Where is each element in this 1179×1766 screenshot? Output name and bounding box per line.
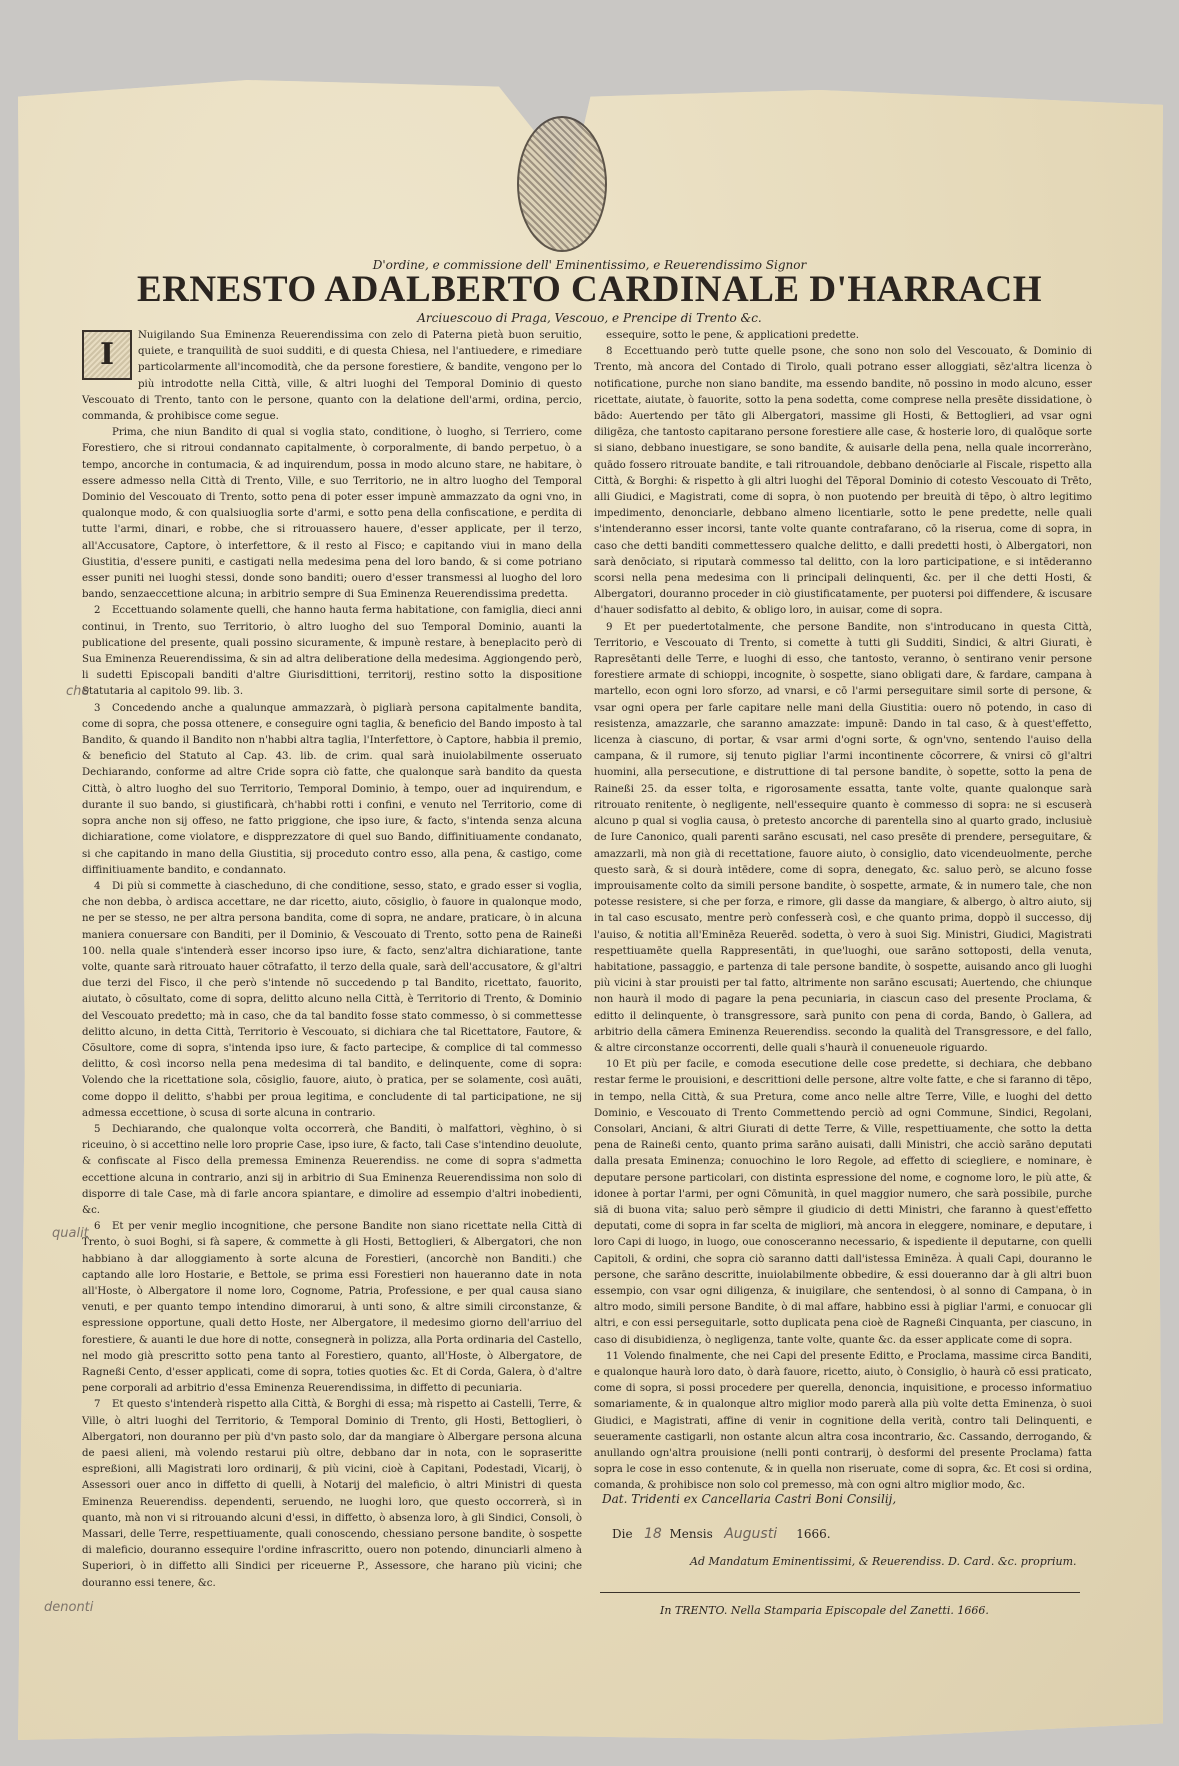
paragraph-6 <box>82 1219 582 1397</box>
paragraph-number: 2 <box>94 605 101 617</box>
imprint-divider <box>600 1592 1080 1593</box>
paragraph-text: Et per venir meglio incognitione, che persone Bandite non siano ricettate nella Città di Trento, ò suoi Boghi, si fà sapere, & commette à gli Hosti, Bettoglieri, & Albergatori, che non habbiano à dar alloggiamento à sorte alcuna de Forestieri, (ancorchè non Banditi.) che captando alle loro Hostarie, e Bettole, se prima essi Forestieri non haueranno date in nota all'Hoste, ò Albergatore il nome loro, Cognome, Patria, Professione, e per qual causa siano venuti, e per quanto tempo intendino dimorarui, à unti sono, & altre simili circonstanze, & espressione opportune, quali detto Hoste, ner Albergatore, il medesimo giorno dell'arriuo del forestiere, & auanti le due hore di notte, consegnerà in polizza, alla Porta ordinaria del Castello, nel modo già prescritto sotto pena tanto al Forestiero, quanto, all'Hoste, ò Albergatore, de Ragneßi Cento, d'esser applicati, come di sopra, toties quoties &c. Et di Corda, Galera, ò d'altre pene corporali ad arbitrio d'essa Eminenza Reuerendissima, in diffetto di pecuniaria. <box>82 1221 582 1395</box>
paragraph-number: 9 <box>606 621 613 633</box>
month-handwritten: Augusti <box>724 1526 778 1542</box>
mandatum-line: Ad Mandatum Eminentissimi, & Reuerendiss. D. Card. &c. proprium. <box>690 1555 1077 1568</box>
paragraph-text: Concedendo anche a qualunque ammazzarà, ò pigliarà persona capitalmente bandita, come di sopra, che possa ottenere, e conseguire ogni taglia, & beneficio del Bando imposto à tal Bandito, & quando il Bandito non n'habbi altra taglia, l'Interfettore, ò Captore, habbia il premio, & beneficio del Statuto al Cap. 43. lib. de crim. qual sarà inuiolabilmente osseruato Dechiarando, conforme ad altre Cride sopra ciò fatte, che qualonque sarà bandito da questa Città, ò altro luogho del suo Territorio, Temporal Dominio, à tempo, ouer ad inquirendum, e durante il suo bando, si giustificarà, ch'habbi rotti i confini, e venuto nel Territorio, come di sopra anche non sij offeso, ne fatto priggione, che ipso iure, & facto, s'intenda senza alcuna dichiaratione, come violatore, e dispprezzatore di quel suo Bando, diffinitiuamente condanato, si che capitando in mano della Giustitia, sij proceduto contro esso, alla pena, & castigo, come diffinitiuamente bandito, e condannato. <box>82 702 582 876</box>
paragraph-3 <box>82 701 582 879</box>
paragraph-1 <box>82 425 582 603</box>
paragraph-8 <box>594 344 1092 619</box>
order-line: D'ordine, e commissione dell' Eminentissimo, e Reuerendissimo Signor <box>372 258 807 272</box>
paragraph-5 <box>82 1122 582 1219</box>
paragraph-number: 6 <box>94 1221 101 1233</box>
day-handwritten: 18 <box>644 1526 662 1542</box>
paragraph-text: Volendo finalmente, che nei Capi del presente Editto, e Proclama, massime circa Banditi, e qualonque haurà loro dato, ò darà fauore, ricetto, aiuto, ò Consiglio, ò haurà cō essi praticato, come di sopra, si possi procedere per querella, denoncia, inquisitione, e processo informatiuo somariamente, & in qualonque altro miglior modo parerà alla più volte detta Eminenza, ò suoi Giudici, e Magistrati, affine di venir in cognitione della verità, contro tali Delinquenti, e seueramente castigarli, non ostante alcun altra cosa incontrario, &c. Cassando, derrogando, & anullando ogn'altra prouisione (nelli ponti contrarij, ò desformi del presente Proclama) fatta sopra le cose in esso contenute, & in quella non riseruate, come di sopra, &c. Et cosi si ordina, comanda, & prohibisce non solo col premesso, mà con ogni altro miglior modo, &c. <box>594 1350 1092 1492</box>
printer-imprint: In TRENTO. Nella Stamparia Episcopale del Zanetti. 1666. <box>660 1604 989 1617</box>
year: 1666. <box>796 1527 831 1541</box>
proclamation-subtitle: Arciuescouo di Praga, Vescouo, e Prencipe di Trento &c. <box>417 311 762 325</box>
day-month-line <box>612 1526 831 1542</box>
paragraph-text: Et questo s'intenderà rispetto alla Città, & Borghi di essa; mà rispetto ai Castelli, Terre, & Ville, ò altri luoghi del Territorio, & Temporal Dominio di Trento, gli Hosti, Bettoglieri, ò Albergatori, non douranno per più d'vn pasto solo, dar da mangiare ò Albergare persona alcuna de paesi alieni, mà volendo restarui più oltre, debbano dar in nota, con le sopraseritte espreßioni, alli Magistrati loro ordinarij, & più vicini, cioè à Capitani, Podestadi, Vicarij, ò Assessori ouer anco in diffetto di quelli, à Notarij del maleficio, ò altri Ministri di questa Eminenza Reuerendiss. dependenti, seruendo, ne luoghi loro, que questo occorrerà, sì in quanto, mà non vi si ritrouando alcuni d'essi, in diffetto, ò absenza loro, à gli Sindici, Consoli, ò Massari, delle Terre, respettiuamente, quali conoscendo, chessiano persone bandite, ò sospette di maleficio, douranno essequire l'ordine infrascritto, ouero non potendo, dinunciarli almeno à Superiori, ò in diffetto alli Sindici per riceuerne P., Assessore, che harano più vicini; che douranno essi tenere, &c. <box>82 1399 582 1589</box>
paragraph-text: Et per puedertotalmente, che persone Bandite, non s'introducano in questa Città, Territorio, e Vescouato di Trento, si comette à tutti gli Sudditi, Sindici, & altri Giurati, è Rapresētanti delle Terre, e luoghi di esso, che tantosto, veranno, ò sentirano venir persone forestiere armate di schioppi, incognite, ò sospette, siano obligati dare, & fardare, campana à martello, econ ogni loro sforzo, ad vnarsi, e cō l'armi perseguitare simil sorte di persone, & vsar ogni opera per farle capitare nelle mani della Giustitia: ouero nō potendo, in caso di resistenza, amazzarle, che saranno amazzate: impunē: Dando in tal caso, & à quest'effetto, licenza à ciascuno, di portar, & vsar armi d'ogni sorte, & ogn'vno, sentendo l'auiso della campana, & il rumore, sij tenuto pigliar l'armi incontinente cōcorrere, & vnirsi cō gl'altri huomini, alla persecutione, e distruttione di tal persone bandite, ò sopette, sotto la pena de Raineßi 25. da esser tolta, e rigorosamente essatta, tante volte, quante qualonque sarà ritrouato renitente, ò negligente, nell'essequire quanto è commesso di sopra: ne si escuserà alcuno p qual si voglia causa, ò pretesto ancorche di parentella sino al quarto grado, inclusiuè de Iure Canonico, quali parenti sarāno escusati, nel caso presēte di prendere, perseguitare, & amazzarli, mà non già di recettatione, fauore aiuto, ò consiglio, dato vicendeuolmente, perche questo sarà, & si dourà intēdere, come di sopra, denegato, &c. saluo però, se alcuno fosse improuisamente colto da simili persone bandite, ò sospette, armate, & in numero tale, che non potesse resistere, si che per forza, e rimore, gli dasse da mangiare, & albergo, ò altro aiuto, sij in tal caso escusato, mentre però confesserà così, e che quanto prima, doppò il successo, dij l'auiso, & notitia all'Eminēza Reuerēd. sodetta, ò vero à suoi Sig. Ministri, Giudici, Magistrati respettiuamēte quella Rappresentāti, in que'luoghi, oue sarāno sottoposti, della venuta, habitatione, passaggio, e partenza di tale persone bandite, ò sospette, auisando anco gli luoghi più vicini à star prouisti per tal fatto, altrimente non sarāno escusati; Auertendo, che chiunque non haurà il modo di pagare la pena pecuniaria, in ciascun caso del presente Proclama, & editto il delinquente, ò transgressore, sarà punito con pena di corda, Bando, ò Gallera, ad arbitrio della cāmera Eminenza Reuerendiss. secondo la qualità del Transgressore, e del fallo, & altre circonstanze occorrenti, delle quali s'haurà il conueneuole riguardo. <box>594 621 1092 1054</box>
die-label: Die <box>612 1527 633 1541</box>
episcopal-seal-icon <box>517 116 607 252</box>
proclamation-title: ERNESTO ADALBERTO CARDINALE D'HARRACH <box>136 269 1043 310</box>
paragraph-10 <box>594 1057 1092 1349</box>
paragraph-11 <box>594 1349 1092 1495</box>
margin-note-qualit: qualit <box>52 1226 89 1241</box>
intro-paragraph <box>82 328 582 425</box>
decorated-initial: I <box>82 330 132 380</box>
paragraph-number: 3 <box>94 702 101 714</box>
paragraph-2 <box>82 603 582 700</box>
paragraph-text: Eccettuando però tutte quelle psone, che sono non solo del Vescouato, & Dominio di Trento, mà ancora del Contado di Tirolo, quali potrano esser alloggiati, sēz'altra licenza ò notificatione, purche non siano bandite, ma essendo bandite, nō possino in modo alcuno, esser ricettate, aiutate, ò fauorite, sotto la pena sodetta, come comprese nella presēte dissidatione, ò bādo: Auertendo per tāto gli Albergatori, massime gli Hosti, & Bettoglieri, ad vsar ogni diligēza, che tantosto capitarano persone forestiere alle case, & hosterie loro, di qualōque sorte si siano, debbano inuestigare, se sono bandite, & auisarle della pena, nella quale incorreràno, quādo fossero ritrouate bandite, e tali ritrouandole, debbano denōciarle al Fiscale, rispetto alla Città, & Borghi: & rispetto à gli altri luoghi del Tēporal Dominio di cotesto Vescouato di Trēto, alli Giudici, e Magistrati, come di sopra, ò non puotendo per breuità di tēpo, ò altro legitimo impedimento, denonciarle, debbano almeno licentiarle, sotto le pene predette, nelle quali s'intenderanno esser incorsi, tante volte quante contrafarano, cō la riserua, come di sopra, in caso che detti banditi commettessero qualche delitto, e dalli predetti hosti, ò Albergatori, non sarà denōciato, si riputarà commesso tal delitto, con la loro participatione, e si intēderanno scorsi nella pena medesima con li principali delinquenti, &c. per il che detti Hosti, & Albergatori, douranno proceder in ciò giustificatamente, per puotersi poi diffendere, & iscusare d'hauer sodisfatto al debito, & obligo loro, in auisar, come di sopra. <box>594 346 1092 617</box>
margin-note-che: che <box>66 684 90 699</box>
left-column <box>82 328 582 1618</box>
paragraph-number: 4 <box>94 880 101 892</box>
paragraph-number: 5 <box>94 1123 101 1135</box>
paragraph-text: Et più per facile, e comoda esecutione delle cose predette, si dechiara, che debbano restar ferme le prouisioni, e descrittioni delle persone, altre volte fatte, e che si faranno di tēpo, in tempo, nella Città, & sua Pretura, come anco nelle altre Terre, Ville, e luoghi del detto Dominio, e Vescouato di Trento Commettendo perciò ad ogni Commune, Sindici, Regolani, Consolari, Anciani, & altri Giurati di dette Terre, & Ville, respettiuamente, che sotto la detta pena de Raineßi cento, quanto prima sarāno auisati, dalli Ministri, che acciò sarāno deputati dalla presata Eminenza; conuochino le loro Regole, ad effetto di sciegliere, e nominare, è deputare persone particolari, con distinta espressione del nome, e cognome loro, le più atte, & idonee à portar l'armi, per ogni Cōmunità, in quel maggior numero, che sarà possibile, purche siā di buona vita; saluo però sēmpre il giudicio di detti Ministri, che faranno à quest'effetto deputati, come di sopra in far scelta de migliori, mà ancora in eleggere, nominare, e deputare, i loro Capi di luogo, in luogo, oue conosceranno necessario, & ispediente il deputarne, con quelli Capitoli, & ordini, che sopra ciò saranno datti dall'istessa Eminēza. À quali Capi, douranno le persone, che sarāno descritte, inuiolabilmente obbedire, & essi doueranno dar à gli altri buon essempio, con vsar ogni diligenza, & inuigilare, che sentendosi, ò al sonno di Campana, ò in altro modo, simili persone Bandite, ò di mal affare, habbino essi à pigliar l'armi, e conuocar gli altri, e con essi perseguitarle, sotto duplicata pena cioè de Ragneßi Cinquanta, per ciascuno, in caso di disubidienza, ò negligenza, tante volte, quante &c. da esser applicate come di sopra. <box>594 1059 1092 1346</box>
paragraph-text: Dechiarando, che qualonque volta occorrerà, che Banditi, ò malfattori, vèghino, ò si riceuino, ò si accettino nelle loro proprie Case, ipso iure, & facto, tali Case s'intendino deuolute, & confiscate al Fisco della premessa Eminenza Reuerendiss. ne come di sopra s'admetta eccettione alcuna in contrario, anzi sij in arbitrio di Sua Eminenza Reuerendissima non solo di disporre di tale Case, mà di farle ancora spiantare, e dimolire ad essempio d'altri inobedienti, &c. <box>82 1123 582 1216</box>
paragraph-9 <box>594 620 1092 1057</box>
margin-note-denonti: denonti <box>44 1600 94 1615</box>
paragraph-4 <box>82 879 582 1122</box>
mensis-label: Mensis <box>669 1527 713 1541</box>
paragraph-number: 11 <box>606 1350 619 1362</box>
carry-over-text: essequire, sotto le pene, & applicationi predette. <box>606 330 859 341</box>
paragraph-text: Di più si commette à ciascheduno, di che conditione, sesso, stato, e grado esser si voglia, che non debba, ò ardisca accettare, ne dar ricetto, aiuto, cõsiglio, ò fauore in qualonque modo, ne per se stesso, ne per altra persona bandita, come di sopra, ne andare, praticare, ò in alcuna maniera conuersare con Banditi, per il Dominio, & Vescouato di Trento, sotto pena de Raineßi 100. nella quale s'intenderà esser incorso ipso iure, & facto, senz'altra dichiaratione, tante volte, quante sarà ritrouato hauer cõtrafatto, il terzo della quale, sarà dell'accusatore, & gl'altri due terzi del Fisco, il che però s'intende nõ succedendo p tal Bandito, ricettato, fauorito, aiutato, ò cõsultato, come di sopra, delitto alcuno nella Città, è Territorio di Trento, & Dominio del Vescouato predetto; mà in caso, che da tal bandito fosse stato commesso, ò si commettesse delitto alcuno, in detta Città, Territorio è Vescouato, si dichiara che tal Ricettatore, Fautore, & Cõsultore, come di sopra, s'intenda ipso iure, & facto partecipe, & complice di tal commesso delitto, & così incorso nella pena medesima di tal bandito, e delinquente, come di sopra: Volendo che la ricettatione sola, cõsiglio, fauore, aiuto, ò pratica, per se solamente, così auãti, come doppo il delitto, s'habbi per proua legitima, e concludente di tal participatione, ne sij admessa eccettione, ò scusa di sorte alcuna in contrario. <box>82 880 582 1119</box>
date-line: Dat. Tridenti ex Cancellaria Castri Boni Consilij, <box>602 1492 897 1506</box>
paragraph-text: Prima, che niun Bandito di qual si voglia stato, conditione, ò luogho, si Terriero, come Forestiero, che si ritroui condannato capitalmente, ò corporalmente, di bando perpetuo, ò a tempo, ancorche in contumacia, & ad inquirendum, possa in modo alcuno stare, ne habitare, ò essere admesso nella Città di Trento, Ville, e suo Territorio, ne in altro luogho del Temporal Dominio del Vescouato di Trento, sotto pena di poter esser impunè ammazzato da ogni vno, in qualonque modo, & con qualsiuoglia sorte d'armi, e sotto pena della confiscatione, e perdita di tutte l'armi, dinari, e robbe, che si ritrouassero hauere, d'esser applicate, per il terzo, all'Accusatore, Captore, ò interfettore, & il resto al Fisco; e capitando viui in mano della Giustitia, d'essere puniti, e castigati nella medesima pena del loro bando, & si come potriano esser puniti nei luoghi stessi, donde sono banditi; ouero d'esser transmessi al luogho del loro bando, senzaeccettione alcuna; in arbitrio sempre di Sua Eminenza Reuerendissima predetta. <box>82 427 582 601</box>
paragraph-text: Eccettuando solamente quelli, che hanno hauta ferma habitatione, con famiglia, dieci anni continui, in Trento, suo Territorio, ò altro luogho del suo Temporal Dominio, auanti la publicatione del presente, quali possino sicuramente, & impunè restare, à beneplacito però di Sua Eminenza Reuerendissima, & sin ad altra deliberatione della medesima. Aggiongendo però, li sudetti Episcopali banditi d'altre Giurisdittioni, territorij, restino sotto la dispositione Statutaria al capitolo 99. lib. 3. <box>82 605 582 698</box>
paragraph-number: 10 <box>606 1059 619 1071</box>
intro-text: Nuigilando Sua Eminenza Reuerendissima con zelo di Paterna pietà buon seruitio, quiete, e tranquilità de suoi sudditi, e di questa Chiesa, nel l'antiuedere, e rimediare particolarmente all'incomodità, che da persone forestiere, & bandite, vengono per lo più introdotte nella Città, ville, & altri luoghi del Temporal Dominio di questo Vescouato di Trento, tanto con le persone, quanto con la delatione dell'armi, ordina, percio, commanda, & prohibisce come segue. <box>82 330 582 423</box>
right-column <box>594 328 1092 1492</box>
paragraph-7 <box>82 1397 582 1591</box>
paragraph-number: 7 <box>94 1399 101 1411</box>
paragraph-number: 8 <box>606 346 613 358</box>
